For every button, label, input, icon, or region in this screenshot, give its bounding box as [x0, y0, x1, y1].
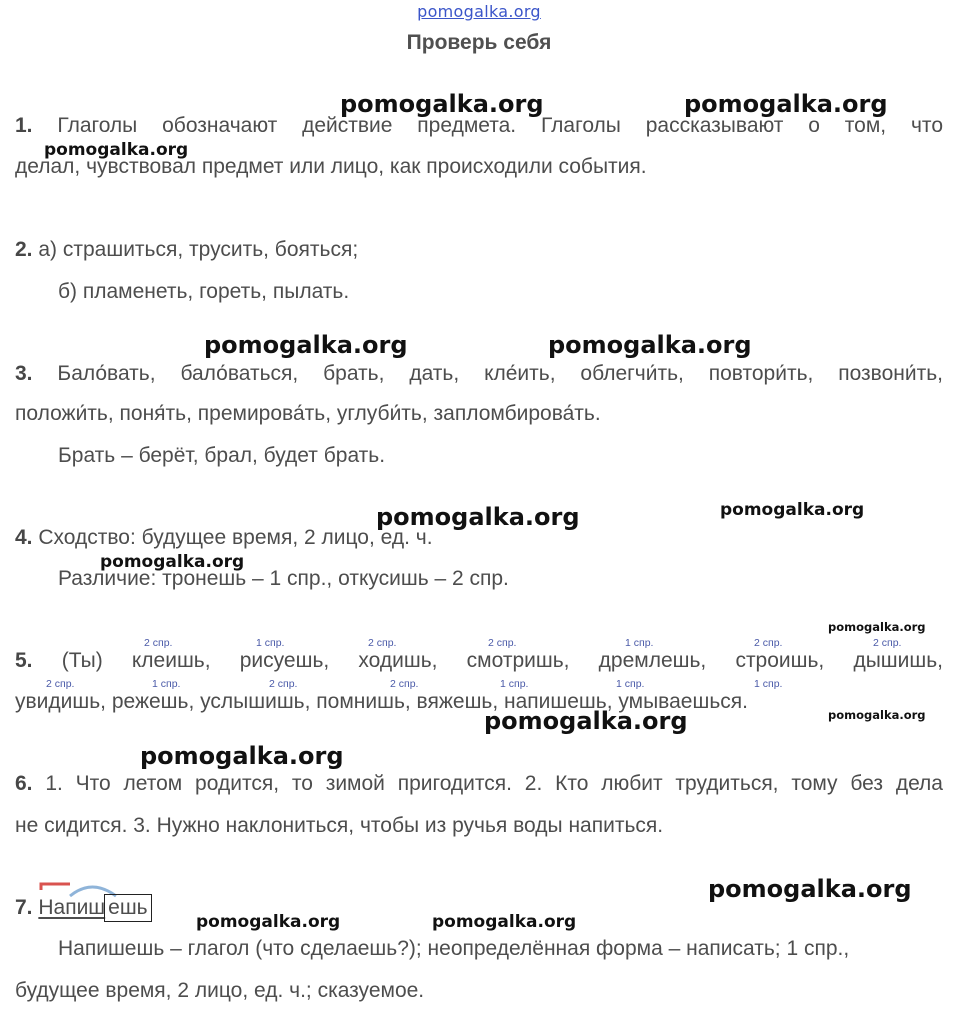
conj-label: 2 спр. [390, 678, 419, 690]
answer-3-text-1: Бало́вать, бало́ваться, брать, дать, кле́ить, облегчи́ть, повтори́ть, позвони́ть, [57, 362, 943, 385]
answer-5-line-1 [15, 649, 943, 673]
answer-5-line-2: увидишь, режешь, услышишь, помнишь, вяжешь, напишешь, умываешься. [15, 690, 748, 713]
answer-5-text-1: (Ты) клеишь, рисуешь, ходишь, смотришь, дремлешь, строишь, дышишь, [61, 649, 943, 672]
conj-label: 1 спр. [256, 637, 285, 649]
word-ending-box: ешь [104, 894, 151, 922]
watermark: pomogalka.org [140, 742, 344, 770]
watermark: pomogalka.org [376, 503, 580, 531]
page-title: Проверь себя [406, 31, 552, 54]
watermark: pomogalka.org [196, 912, 341, 932]
site-link[interactable]: pomogalka.org [417, 2, 541, 21]
answer-6-number: 6. [15, 772, 33, 795]
watermark: pomogalka.org [340, 90, 544, 118]
conj-label: 2 спр. [873, 637, 902, 649]
watermark: pomogalka.org [684, 90, 888, 118]
watermark: pomogalka.org [484, 707, 688, 735]
watermark: pomogalka.org [44, 140, 189, 160]
conj-label: 1 спр. [500, 678, 529, 690]
answer-1-text-1: Глаголы обозначают действие предмета. Глаголы рассказывают о том, что [57, 114, 943, 137]
answer-2-number: 2. [15, 238, 33, 261]
answer-4-line-2: Различие: тронешь – 1 спр., откусишь – 2 спр. [58, 567, 509, 590]
answer-4-line-1 [15, 526, 433, 550]
conj-label: 2 спр. [46, 678, 75, 690]
answer-6-text-1: 1. Что летом родится, то зимой пригодится. 2. Кто любит трудиться, тому без дела [45, 772, 943, 795]
conj-label: 1 спр. [754, 678, 783, 690]
watermark: pomogalka.org [708, 875, 912, 903]
answer-1-number: 1. [15, 114, 33, 137]
answer-2-line-2: б) пламенеть, гореть, пылать. [58, 280, 350, 303]
answer-3-line-2: положи́ть, поня́ть, премирова́ть, углуби́ть, запломбирова́ть. [15, 402, 601, 425]
analyzed-word-stem: Напиш [38, 896, 106, 919]
answer-3-line-3: Брать – берёт, брал, будет брать. [58, 444, 386, 467]
answer-7-line-2: Напишешь – глагол (что сделаешь?); неопределённая форма – написать; 1 спр., [58, 937, 850, 960]
answer-5-number: 5. [15, 649, 33, 672]
answer-7-number: 7. [15, 896, 33, 919]
conj-label: 1 спр. [616, 678, 645, 690]
answer-3-number: 3. [15, 362, 33, 385]
answer-2-text-1: а) страшиться, трусить, бояться; [38, 238, 359, 261]
watermark: pomogalka.org [432, 912, 577, 932]
watermark: pomogalka.org [548, 331, 752, 359]
answer-2-line-1 [15, 238, 358, 262]
answer-4-text-1: Сходство: будущее время, 2 лицо, ед. ч. [38, 526, 433, 549]
prefix-mark [41, 884, 70, 890]
watermark: pomogalka.org [720, 500, 865, 520]
conj-label: 2 спр. [488, 637, 517, 649]
answer-6-line-2: не сидится. 3. Нужно наклониться, чтобы из ручья воды напиться. [15, 814, 664, 837]
conj-label: 2 спр. [368, 637, 397, 649]
answer-4-number: 4. [15, 526, 33, 549]
watermark: pomogalka.org [828, 620, 926, 634]
watermark: pomogalka.org [828, 708, 926, 722]
conj-label: 1 спр. [625, 637, 654, 649]
answer-7-line-1 [15, 894, 152, 922]
conj-label: 2 спр. [144, 637, 173, 649]
watermark: pomogalka.org [204, 331, 408, 359]
answer-6-line-1 [15, 772, 943, 796]
watermark: pomogalka.org [100, 552, 245, 572]
conj-label: 2 спр. [754, 637, 783, 649]
answer-3-line-1 [15, 362, 943, 386]
conj-label: 2 спр. [269, 678, 298, 690]
answer-7-line-3: будущее время, 2 лицо, ед. ч.; сказуемое. [15, 979, 425, 1002]
answer-1-line-2: делал, чувствовал предмет или лицо, как происходили события. [15, 155, 647, 178]
conj-label: 1 спр. [152, 678, 181, 690]
